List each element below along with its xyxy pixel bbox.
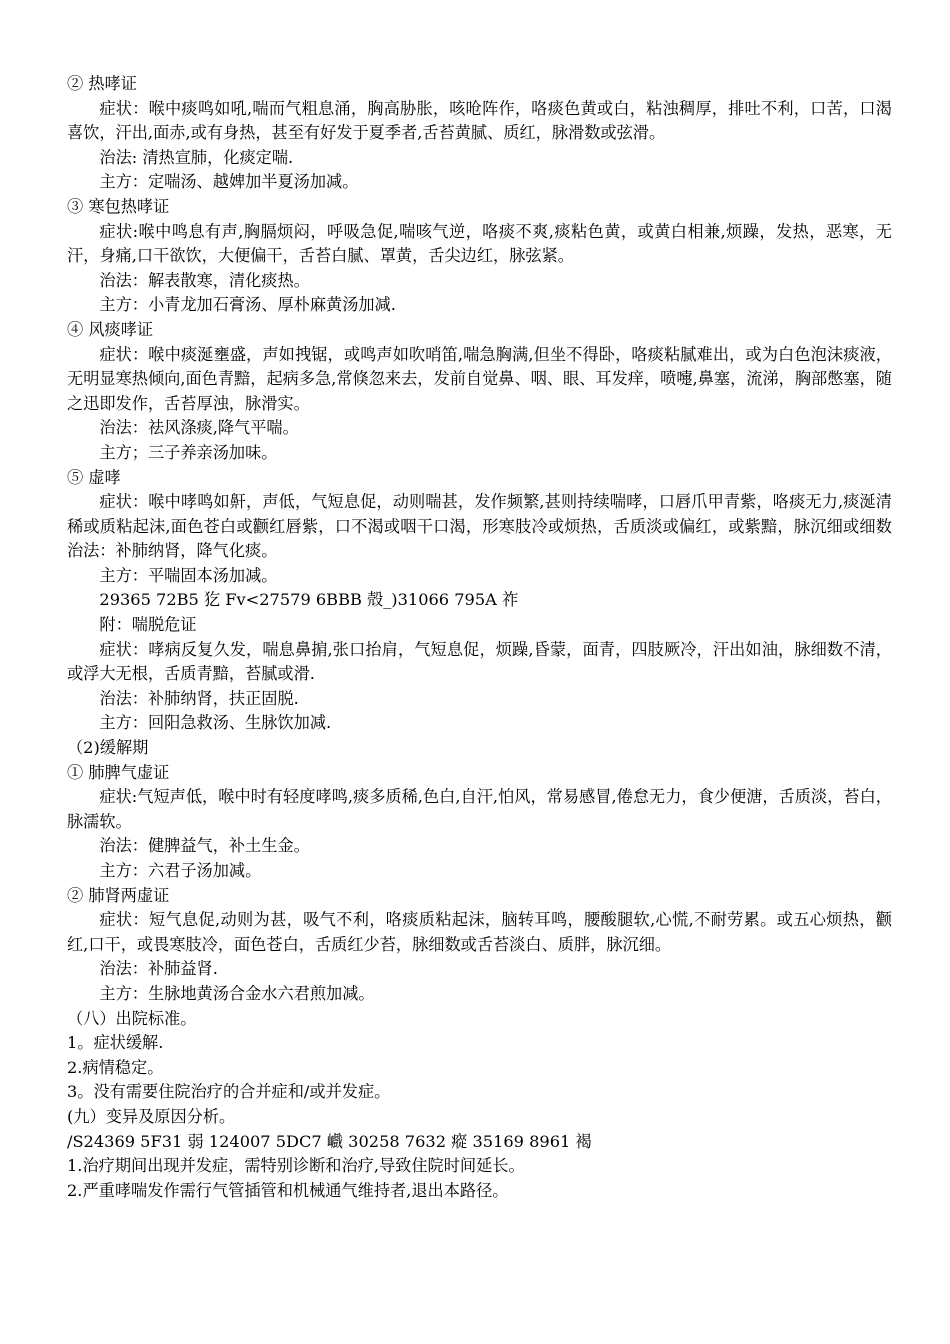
text-line: 主方：平喘固本汤加减。 xyxy=(99,565,278,585)
text-line: 治法：补肺益肾. xyxy=(99,959,218,979)
document-body xyxy=(67,72,897,1203)
text-line: 29365 72B5 犵 Fv<27579 6BBB 殻_)31066 795A 祚 xyxy=(99,590,519,610)
section-heading: ① 肺脾气虚证 xyxy=(67,762,170,782)
section-heading: 1。症状缓解. xyxy=(67,1033,164,1053)
text-line: 主方：定喘汤、越婢加半夏汤加减。 xyxy=(99,172,359,192)
section-heading: (九）变异及原因分析。 xyxy=(67,1106,236,1126)
text-line: 治法: 清热宣肺，化痰定喘. xyxy=(99,147,294,167)
paragraph: 症状：喉中痰鸣如吼,喘而气粗息涌，胸高胁胀，咳呛阵作，咯痰色黄或白，粘浊稠厚，排吐不利，口苦，口渴喜饮，汗出,面赤,或有身热，甚至有好发于夏季者,舌苔黄腻、质红，脉滑数或弦滑。 xyxy=(67,98,892,143)
paragraph: 症状：哮病反复久发，喘息鼻掮,张口抬肩，气短息促，烦躁,昏蒙，面青，四肢厥冷，汗出如油，脉细数不清，或浮大无根，舌质青黯，苔腻或滑. xyxy=(67,639,892,684)
section-heading: ⑤ 虚哮 xyxy=(67,467,121,487)
text-line: 主方：回阳急救汤、生脉饮加减. xyxy=(99,713,332,733)
text-line: 治法：补肺纳肾，扶正固脱. xyxy=(99,688,299,708)
section-heading: ④ 风痰哮证 xyxy=(67,319,154,339)
section-heading: ② 肺肾两虚证 xyxy=(67,885,170,905)
text-line: 主方：小青龙加石膏汤、厚朴麻黄汤加减. xyxy=(99,295,396,315)
text-line: 治法：解表散寒，清化痰热。 xyxy=(99,270,310,290)
paragraph: 症状:气短声低，喉中时有轻度哮鸣,痰多质稀,色白,自汗,怕风，常易感冒,倦怠无力，食少便溏，舌质淡，苔白，脉濡软。 xyxy=(67,787,892,831)
text-line: 治法：祛风涤痰,降气平喘。 xyxy=(99,418,299,438)
section-heading: 2.严重哮喘发作需行气管插管和机械通气维持者,退出本路径。 xyxy=(67,1180,509,1200)
paragraph: 症状：短气息促,动则为甚，吸气不利，咯痰质粘起沫，脑转耳鸣，腰酸腿软,心慌,不耐劳累。或五心烦热，颧红,口干，或畏寒肢冷，面色苍白，舌质红少苔，脉细数或舌苔淡白、质胖，脉沉细。 xyxy=(67,910,892,954)
section-heading: ② 热哮证 xyxy=(67,74,137,93)
paragraph: 症状：喉中痰涎壅盛，声如拽锯，或鸣声如吹哨笛,喘急胸满,但坐不得卧，咯痰粘腻难出，或为白色泡沫痰液，无明显寒热倾向,面色青黯，起病多急,常倏忽来去，发前自觉鼻、咽、眼、耳发痒，喷嚏,鼻塞，流涕，胸部憋塞，随之迅即发作，舌苔厚浊，脉滑实。 xyxy=(67,344,892,413)
section-heading: （2)缓解期 xyxy=(67,738,149,758)
text-line: 附：喘脱危证 xyxy=(99,615,197,635)
section-heading: 1.治疗期间出现并发症，需特别诊断和治疗,导致住院时间延长。 xyxy=(67,1156,525,1176)
section-heading: ③ 寒包热哮证 xyxy=(67,196,170,216)
section-heading: 2.病情稳定。 xyxy=(67,1057,164,1077)
section-heading: /S24369 5F31 弱 124007 5DC7 巇 30258 7632 瘲 35169 8961 褐 xyxy=(67,1131,592,1151)
section-heading: （八）出院标准。 xyxy=(67,1008,197,1028)
text-line: 治法：健脾益气，补土生金。 xyxy=(99,836,310,856)
paragraph: 症状:喉中鸣息有声,胸膈烦闷，呼吸急促,喘咳气逆，咯痰不爽,痰粘色黄，或黄白相兼,烦躁，发热，恶寒，无汗，身痛,口干欲饮，大便偏干，舌苔白腻、罩黄，舌尖边红，脉弦紧。 xyxy=(67,221,892,266)
text-line: 主方；三子养亲汤加味。 xyxy=(99,442,278,462)
text-line: 主方：六君子汤加减。 xyxy=(99,861,262,880)
paragraph: 症状：喉中哮鸣如鼾，声低，气短息促，动则喘甚，发作频繁,甚则持续喘哮，口唇爪甲青紫，咯痰无力,痰涎清稀或质粘起沫,面色苍白或颧红唇紫，口不渴或咽干口渴，形寒肢冷或烦热，舌质淡或偏红，或紫黯，脉沉细或细数治法：补肺纳肾，降气化痰。 xyxy=(67,492,892,561)
section-heading: 3。没有需要住院治疗的合并症和/或并发症。 xyxy=(67,1082,391,1102)
text-line: 主方：生脉地黄汤合金水六君煎加减。 xyxy=(99,983,375,1003)
